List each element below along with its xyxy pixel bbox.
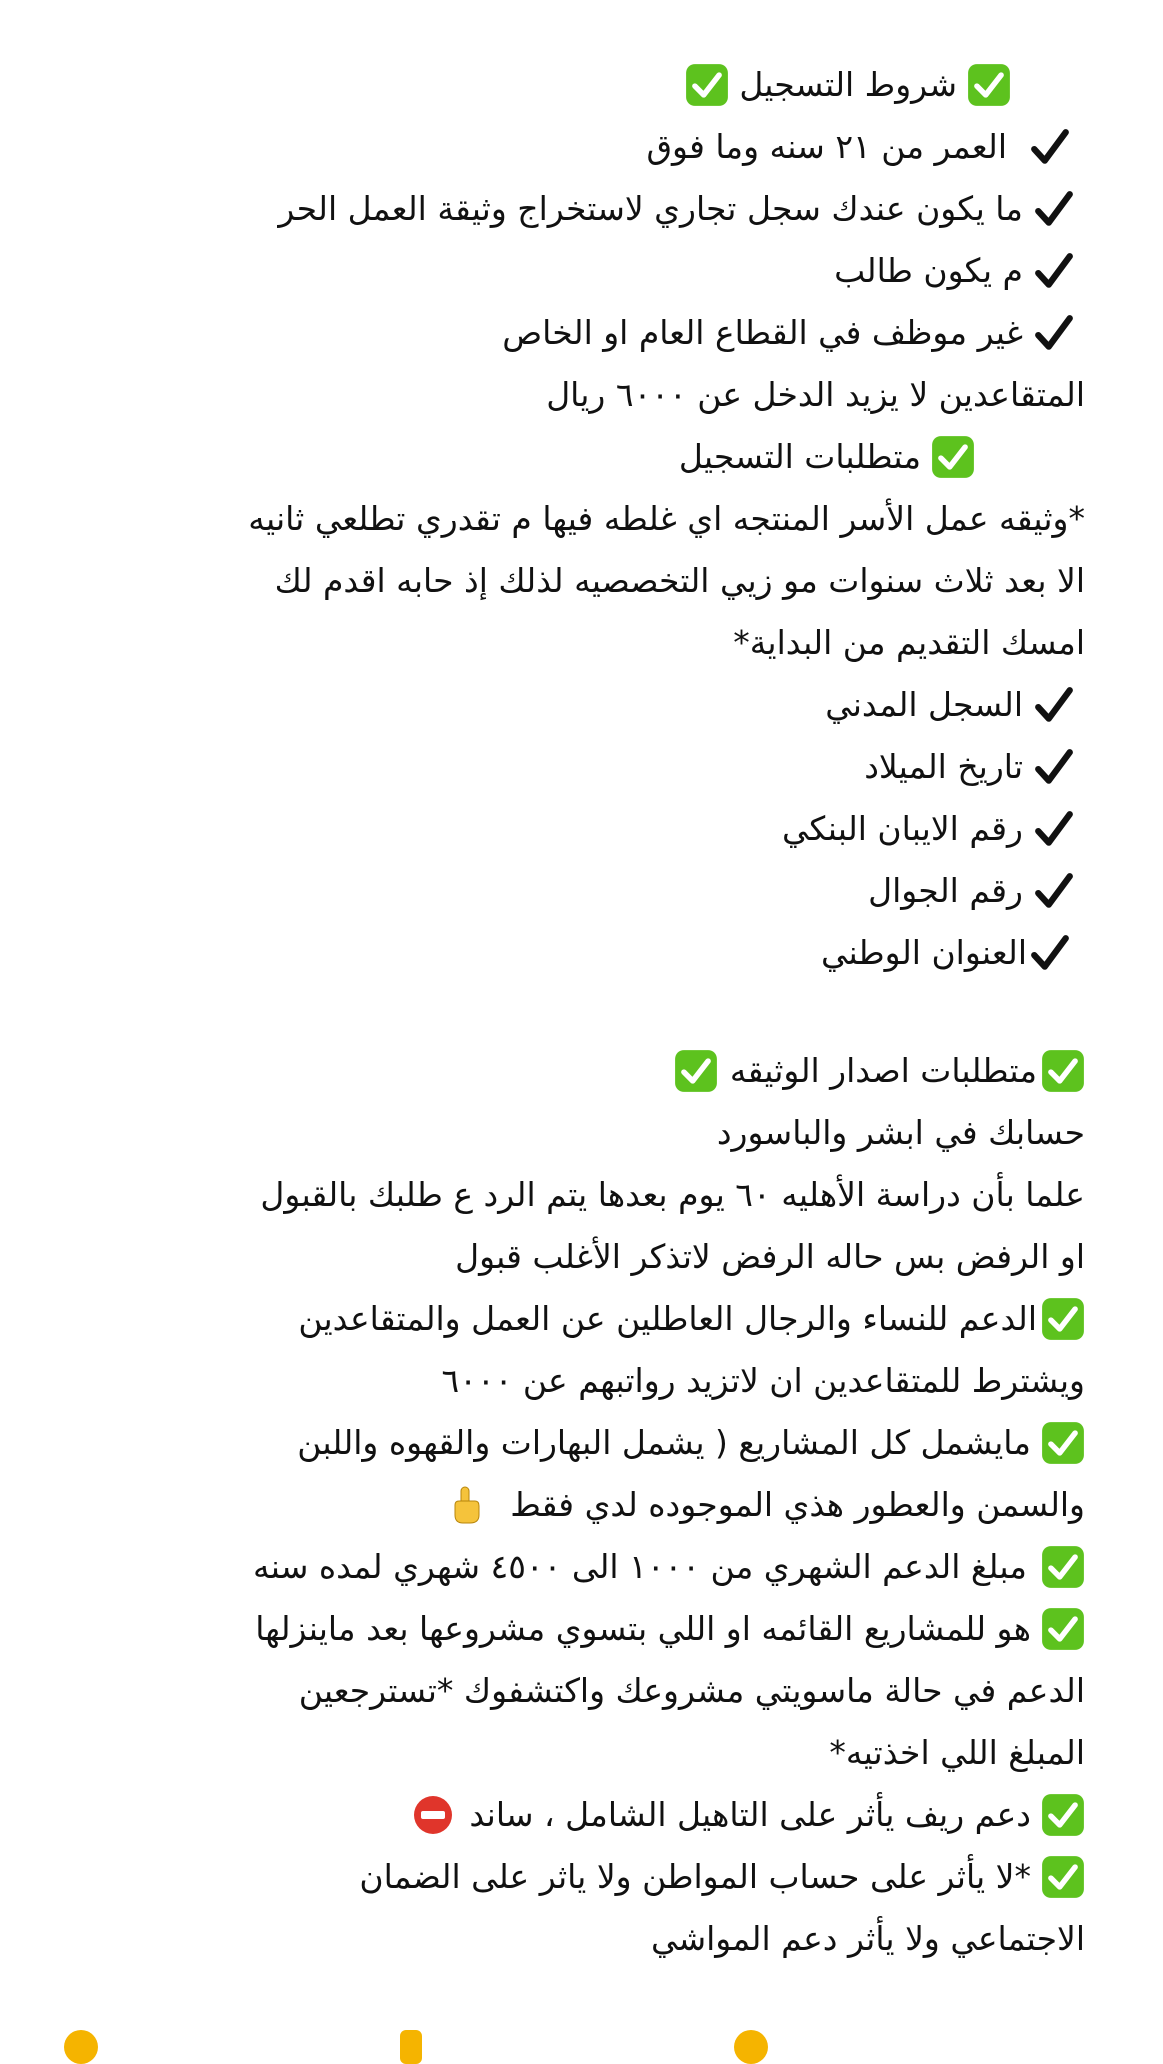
toolbar-icon	[400, 2030, 422, 2064]
check-box-icon	[1041, 1545, 1085, 1589]
list-item	[359, 1846, 1085, 1908]
list-item	[298, 1288, 1085, 1350]
text-line	[446, 1474, 1085, 1536]
list-item-text: العمر من ٢١ سنه وما فوق	[646, 127, 1007, 166]
text-line	[442, 1350, 1085, 1412]
text-line-content: امسك التقديم من البداية*	[733, 623, 1085, 662]
list-item-text: العنوان الوطني	[820, 933, 1027, 972]
text-line	[260, 1164, 1085, 1226]
check-box-icon	[1041, 1297, 1085, 1341]
text-line	[275, 550, 1085, 612]
check-box-icon	[967, 63, 1011, 107]
list-item-text: هو للمشاريع القائمه او اللي بتسوي مشروعها بعد ماينزلها	[255, 1609, 1031, 1648]
toolbar-icon	[734, 2030, 768, 2064]
text-line	[829, 1722, 1085, 1784]
text-line	[299, 1660, 1085, 1722]
text-line-content: او الرفض بس حاله الرفض لاتذكر الأغلب قبول	[455, 1237, 1085, 1276]
check-mark-icon	[1033, 188, 1075, 230]
heading-document-issuance-requirements	[674, 1040, 1085, 1102]
list-item	[255, 1598, 1085, 1660]
check-mark-icon	[1033, 312, 1075, 354]
list-item-text: رقم الجوال	[868, 871, 1023, 910]
text-line	[546, 364, 1085, 426]
list-item-text: الدعم للنساء والرجال العاطلين عن العمل والمتقاعدين	[298, 1299, 1037, 1338]
check-box-icon	[685, 63, 729, 107]
toolbar-icon	[64, 2030, 98, 2064]
text-line-content: ويشترط للمتقاعدين ان لاتزيد رواتبهم عن ٦٠٠٠	[441, 1361, 1085, 1400]
list-item	[864, 736, 1075, 798]
list-item	[278, 178, 1075, 240]
list-item-text: غير موظف في القطاع العام او الخاص	[502, 313, 1023, 352]
list-item-text: مايشمل كل المشاريع ( يشمل البهارات والقهوه واللبن	[297, 1423, 1031, 1462]
list-item	[834, 240, 1075, 302]
text-line-content: المتقاعدين لا يزيد الدخل عن ٦٠٠٠ ريال	[546, 375, 1085, 414]
text-line-content: المبلغ اللي اخذتيه*	[829, 1733, 1085, 1772]
list-item-text: مبلغ الدعم الشهري من ١٠٠٠ الى ٤٥٠٠ شهري لمده سنه	[253, 1547, 1027, 1586]
pointing-up-icon	[446, 1485, 486, 1525]
list-item	[646, 116, 1071, 178]
check-box-icon	[1041, 1607, 1085, 1651]
list-item-text: ما يكون عندك سجل تجاري لاستخراج وثيقة العمل الحر	[278, 189, 1023, 228]
text-line-content: علما بأن دراسة الأهليه ٦٠ يوم بعدها يتم الرد ع طلبك بالقبول	[260, 1175, 1085, 1214]
list-item	[297, 1412, 1085, 1474]
text-line-content: الا بعد ثلاث سنوات مو زيي التخصصيه لذلك إذ حابه اقدم لك	[274, 561, 1085, 600]
heading-text: متطلبات التسجيل	[678, 437, 921, 476]
list-item	[782, 798, 1075, 860]
text-line	[733, 612, 1085, 674]
bottom-toolbar-cutoff	[0, 2030, 1163, 2048]
check-mark-icon	[1029, 126, 1071, 168]
list-item-text: السجل المدني	[825, 685, 1023, 724]
heading-text: متطلبات اصدار الوثيقه	[729, 1051, 1037, 1090]
check-mark-icon	[1033, 808, 1075, 850]
list-item	[868, 860, 1075, 922]
text-line-content: والسمن والعطور هذي الموجوده لدي فقط	[510, 1485, 1085, 1524]
text-line-content: *وثيقه عمل الأسر المنتجه اي غلطه فيها م تقدري تطلعي ثانيه	[248, 499, 1085, 538]
check-box-icon	[1041, 1049, 1085, 1093]
list-item-text: دعم ريف يأثر على التاهيل الشامل ، ساند	[469, 1795, 1031, 1834]
text-line	[455, 1226, 1085, 1288]
list-item-text: م يكون طالب	[834, 251, 1023, 290]
no-entry-icon	[413, 1795, 453, 1835]
list-item	[502, 302, 1075, 364]
text-line-content: حسابك في ابشر والباسورد	[716, 1113, 1085, 1152]
text-line	[651, 1908, 1085, 1970]
check-mark-icon	[1029, 932, 1071, 974]
text-line-content: الاجتماعي ولا يأثر دعم المواشي	[650, 1919, 1085, 1958]
list-item-text: *لا يأثر على حساب المواطن ولا ياثر على الضمان	[359, 1857, 1031, 1896]
heading-registration-requirements	[679, 426, 975, 488]
heading-text: شروط التسجيل	[739, 65, 957, 104]
text-line	[248, 488, 1085, 550]
check-box-icon	[674, 1049, 718, 1093]
list-item	[253, 1536, 1085, 1598]
list-item-text: رقم الايبان البنكي	[782, 809, 1023, 848]
check-box-icon	[1041, 1855, 1085, 1899]
text-line-content: الدعم في حالة ماسويتي مشروعك واكتشفوك *تسترجعين	[298, 1671, 1085, 1710]
check-mark-icon	[1033, 870, 1075, 912]
check-box-icon	[1041, 1793, 1085, 1837]
list-item	[413, 1784, 1085, 1846]
check-mark-icon	[1033, 684, 1075, 726]
check-box-icon	[931, 435, 975, 479]
check-box-icon	[1041, 1421, 1085, 1465]
text-line	[717, 1102, 1085, 1164]
check-mark-icon	[1033, 746, 1075, 788]
check-mark-icon	[1033, 250, 1075, 292]
heading-registration-conditions	[685, 54, 1011, 116]
list-item	[825, 674, 1075, 736]
list-item	[821, 922, 1071, 984]
list-item-text: تاريخ الميلاد	[864, 747, 1023, 786]
